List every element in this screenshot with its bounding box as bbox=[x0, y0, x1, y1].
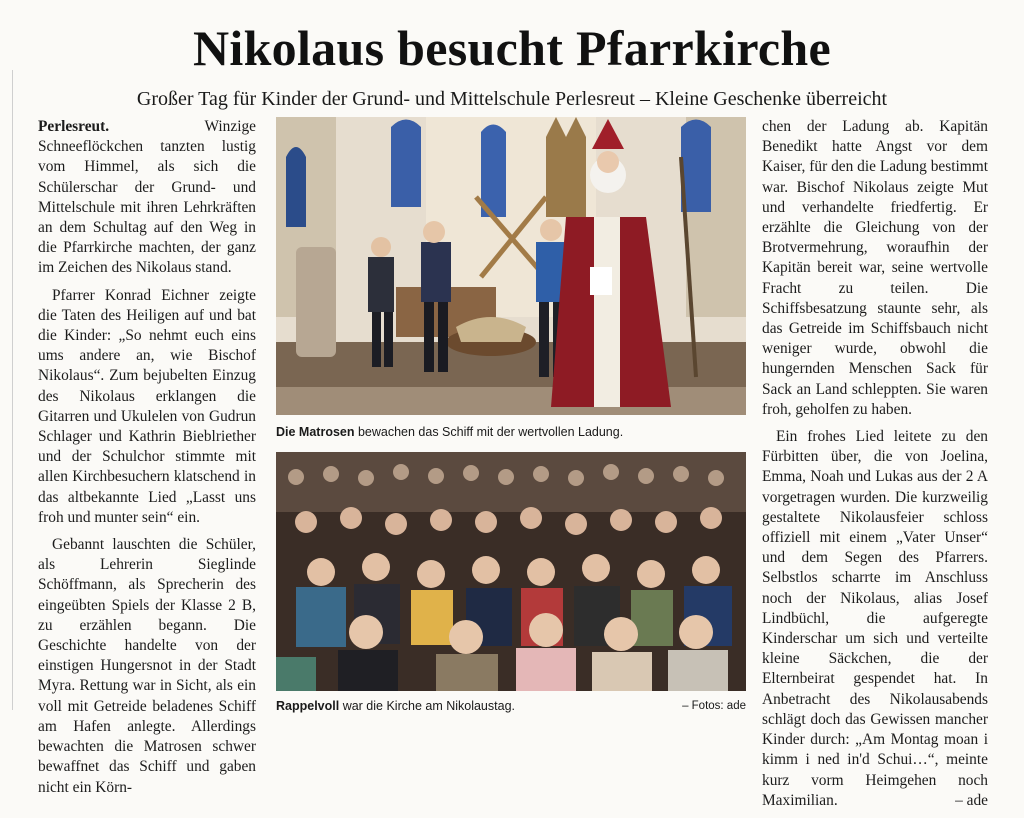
subheadline: Großer Tag für Kinder der Grund- und Mittelschule Perlesreut – Kleine Geschenke überreicht bbox=[136, 88, 888, 110]
photo-credit: – Fotos: ade bbox=[682, 700, 746, 712]
paragraph-1-text: Winzige Schneeflöckchen tanzten lustig vom Himmel, als sich die Schülerschar der Grund- und Mittelschule mit ihren Lehrkräften an dem Schultag auf den Weg in die Pfarrkirche machten, der ganz im Zeichen des Nikolaus stand. bbox=[38, 118, 256, 277]
photo-2-caption-text: war die Kirche am Nikolaustag. bbox=[339, 699, 515, 713]
article-column-1 bbox=[38, 117, 256, 805]
photo-nikolaus-sailors bbox=[276, 117, 746, 415]
paragraph-2: Pfarrer Konrad Eichner zeigte die Taten des Heiligen auf und bat die Kinder: „So nehmt euch eins ums andere an, wie Bischof Nikolaus“. Zum bejubelten Einzug des Nikolaus erklangen die Gitarren und Ukulelen von Gudrun Schlager und Kathrin Bieblriether und der Schulchor stimmte mit allen Kirchbesuchern klatschend in das altbekannte Lied „Lasst uns froh und munter sein“ ein. bbox=[38, 286, 256, 526]
photo-packed-church bbox=[276, 452, 746, 691]
paragraph-5-text: Ein frohes Lied leitete zu den Fürbitten über, die von Joelina, Emma, Noah und Lukas aus der 2 A vorgetragen wurden. Die kurzweilig gestaltete Nikolausfeier schloss offiziell mit einem „Vater Unser“ und dem Segen des Pfarrers. Selbstlos scharrte im Anschluss noch der Nikolaus, alias Josef Lindbüchl, die aufgeregte Kinderschar um sich und verteilte kleine Säckchen, die der Elternbeirat gespendet hat. In Anbetracht des Nikolausabends schlägt doch das Gewissen mancher Kinder durch: „Am Montag moan i kimm i ned in'd Schui…“, meinte kurz vorm Heimgehen noch Maximilian. bbox=[762, 428, 988, 809]
photo-2-caption bbox=[276, 698, 746, 714]
photo-2-caption-bold: Rappelvoll bbox=[276, 699, 340, 713]
photo-1-caption bbox=[276, 424, 746, 440]
photo-1-caption-text: bewachen das Schiff mit der wertvollen Ladung. bbox=[354, 425, 624, 439]
paragraph-5 bbox=[762, 427, 988, 811]
author-signoff: – ade bbox=[955, 791, 988, 809]
paragraph-4: chen der Ladung ab. Kapitän Benedikt hatte Angst vor dem Kaiser, für den die Ladung bestimmt war. Bischof Nikolaus zeigte Mut und verhandelte friedfertig. Er erzählte die Gleichung von der Brotvermehrung, woraufhin der Kapitän bereit war, seine wertvolle Fracht zu teilen. Die Schiffsbesatzung staunte sehr, als das Getreide im Schiffsbauch nicht weniger wurde, obwohl die hungernden Menschen Sack für Sack an Land schleppten. Sie waren froh, geholfen zu haben. bbox=[762, 118, 988, 418]
paragraph-1 bbox=[38, 117, 256, 279]
column-rule bbox=[12, 70, 13, 710]
photo-1-caption-bold: Die Matrosen bbox=[276, 425, 355, 439]
headline: Nikolaus besucht Pfarrkirche bbox=[192, 20, 832, 76]
article-column-3 bbox=[762, 117, 988, 818]
dateline: Perlesreut. bbox=[38, 118, 110, 135]
paragraph-3: Gebannt lauschten die Schüler, als Lehrerin Sieglinde Schöffmann, als Sprecherin des eingeübten Spiels der Klasse 2 B, zu erzählen begann. Die Geschichte handelte von der einstigen Hungersnot in der Stadt Myra. Rettung war in Sicht, als ein voll mit Getreide beladenes Schiff am Hafen anlegte. Allerdings bewachten die Matrosen schwer bewaffnet das Schiff und gaben nicht ein Körn- bbox=[38, 536, 256, 796]
